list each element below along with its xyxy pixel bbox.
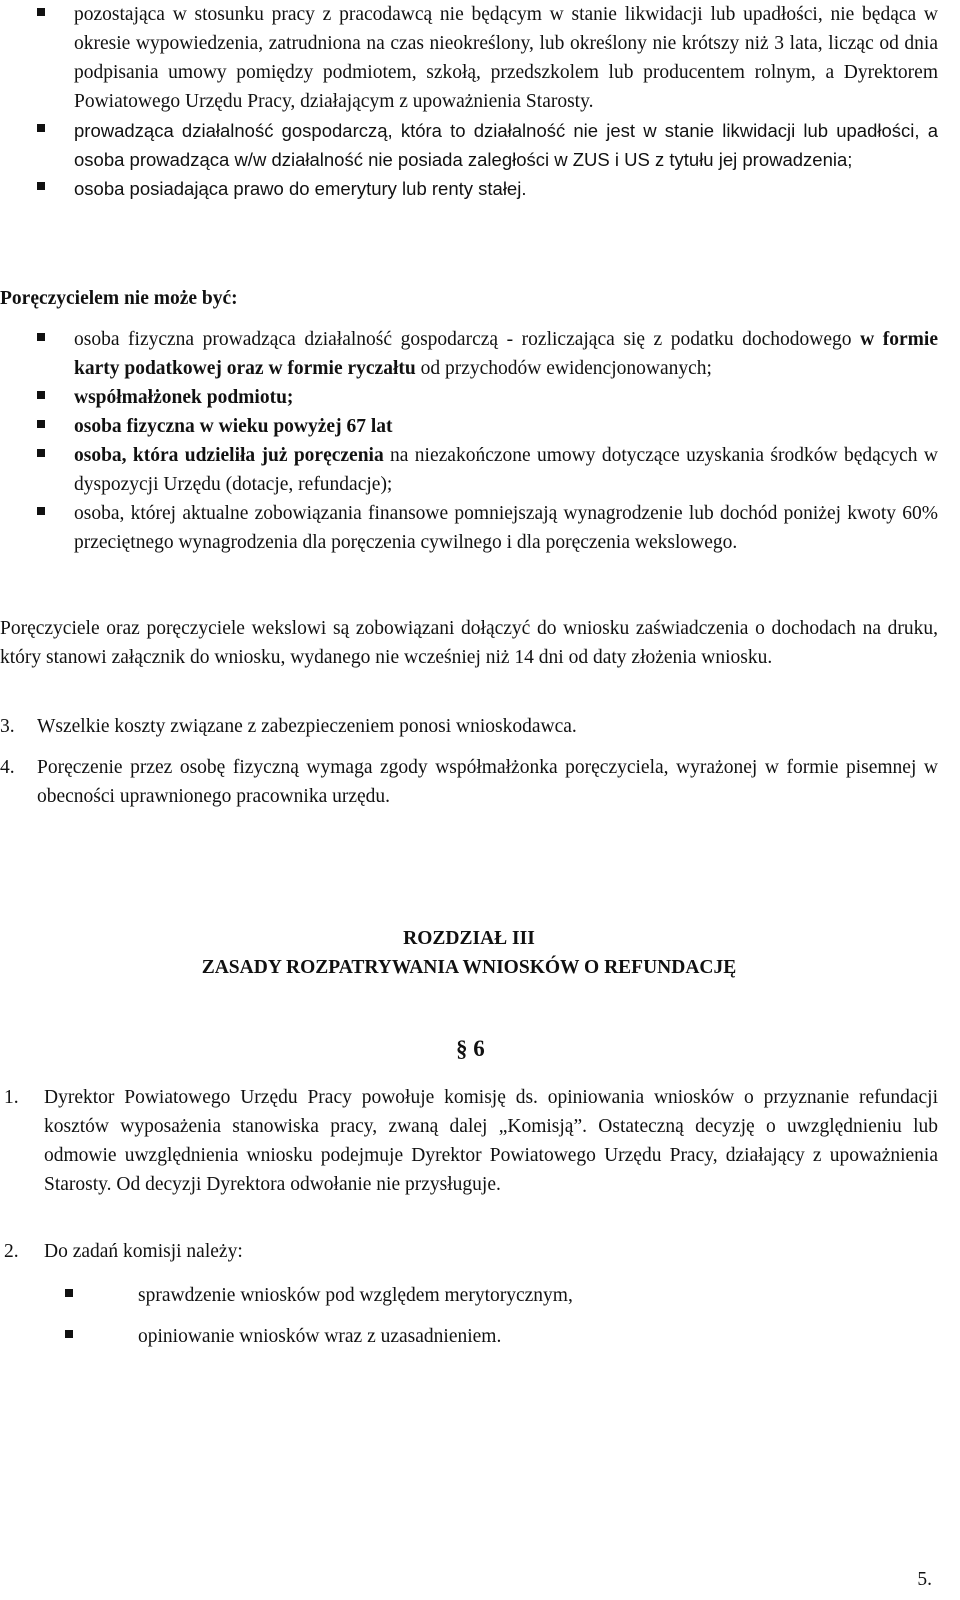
list-item: współmałżonek podmiotu;	[74, 383, 938, 412]
list-item: osoba, która udzieliła już poręczenia na niezakończone umowy dotyczące uzyskania środków będących w dyspozycji Urzędu (dotacje, refundacje);	[74, 441, 938, 499]
commission-tasks-list	[138, 1281, 938, 1351]
list-item: osoba posiadająca prawo do emerytury lub renty stałej.	[74, 174, 938, 203]
square-bullet-icon	[65, 1289, 73, 1297]
square-bullet-icon	[37, 507, 45, 515]
list-item: opiniowanie wniosków wraz z uzasadnieniem.	[138, 1322, 938, 1351]
square-bullet-icon	[65, 1330, 73, 1338]
guarantors-income-paragraph: Poręczyciele oraz poręczyciele wekslowi są zobowiązani dołączyć do wniosku zaświadczenia o dochodach na druku, który stanowi załącznik do wniosku, wydanego nie wcześniej niż 14 dni od daty złożenia wniosku.	[0, 618, 938, 668]
not-guarantor-list	[74, 325, 938, 557]
section-mark: § 6	[456, 1036, 485, 1061]
square-bullet-icon	[37, 420, 45, 428]
square-bullet-icon	[37, 333, 45, 341]
page-number: 5.	[917, 1569, 932, 1590]
square-bullet-icon	[37, 8, 45, 16]
numbered-points	[0, 712, 938, 811]
chapter-title: ROZDZIAŁ III	[403, 928, 535, 949]
list-item: osoba, której aktualne zobowiązania finansowe pomniejszają wynagrodzenie lub dochód poniżej kwoty 60% przeciętnego wynagrodzenia dla poręczenia cywilnego i dla poręczenia wekslowego.	[74, 499, 938, 557]
list-item: osoba fizyczna w wieku powyżej 67 lat	[74, 412, 938, 441]
point-4: 4. Poręczenie przez osobę fizyczną wymaga zgody współmałżonka poręczyciela, wyrażonej w formie pisemnej w obecności uprawnionego pracownika urzędu.	[0, 757, 938, 807]
square-bullet-icon	[37, 391, 45, 399]
chapter-subtitle: ZASADY ROZPATRYWANIA WNIOSKÓW O REFUNDACJĘ	[201, 957, 737, 978]
square-bullet-icon	[37, 182, 45, 190]
point-3: 3. Wszelkie koszty związane z zabezpieczeniem ponosi wnioskodawca.	[0, 716, 577, 737]
section-6-points	[4, 1083, 938, 1199]
square-bullet-icon	[37, 124, 45, 132]
list-item: pozostająca w stosunku pracy z pracodawcą nie będącym w stanie likwidacji lub upadłości, nie będąca w okresie wypowiedzenia, zatrudniona na czas nieokreślony, lub określony nie krótszy niż 3 lata, licząc od dnia podpisania umowy pomiędzy podmiotem, szkołą, przedszkolem lub producentem rolnym, a Dyrektorem Powiatowego Urzędu Pracy, działającym z upoważnienia Starosty.	[74, 0, 938, 116]
section-6-point-2	[4, 1237, 938, 1266]
square-bullet-icon	[37, 449, 45, 457]
not-guarantor-heading: Poręczycielem nie może być:	[0, 288, 238, 309]
point-1: 1. Dyrektor Powiatowego Urzędu Pracy powołuje komisję ds. opiniowania wniosków o przyznanie refundacji kosztów wyposażenia stanowiska pracy, zwaną dalej „Komisją”. Ostateczną decyzję o uwzględnieniu lub odmowie uwzględnienia wniosku podejmuje Dyrektor Powiatowego Urzędu Pracy, działający z upoważnienia Starosty. Od decyzji Dyrektora odwołanie nie przysługuje.	[4, 1087, 938, 1195]
list-item: osoba fizyczna prowadząca działalność gospodarczą - rozliczająca się z podatku dochodowego w formie karty podatkowej oraz w formie ryczałtu od przychodów ewidencjonowanych;	[74, 325, 938, 383]
list-item: prowadząca działalność gospodarczą, która to działalność nie jest w stanie likwidacji lub upadłości, a osoba prowadząca w/w działalność nie posiada zaległości w ZUS i US z tytułu jej prowadzenia;	[74, 116, 938, 174]
point-2: 2. Do zadań komisji należy:	[4, 1241, 243, 1262]
guarantor-eligibility-list	[74, 0, 938, 203]
list-item: sprawdzenie wniosków pod względem merytorycznym,	[138, 1281, 938, 1310]
